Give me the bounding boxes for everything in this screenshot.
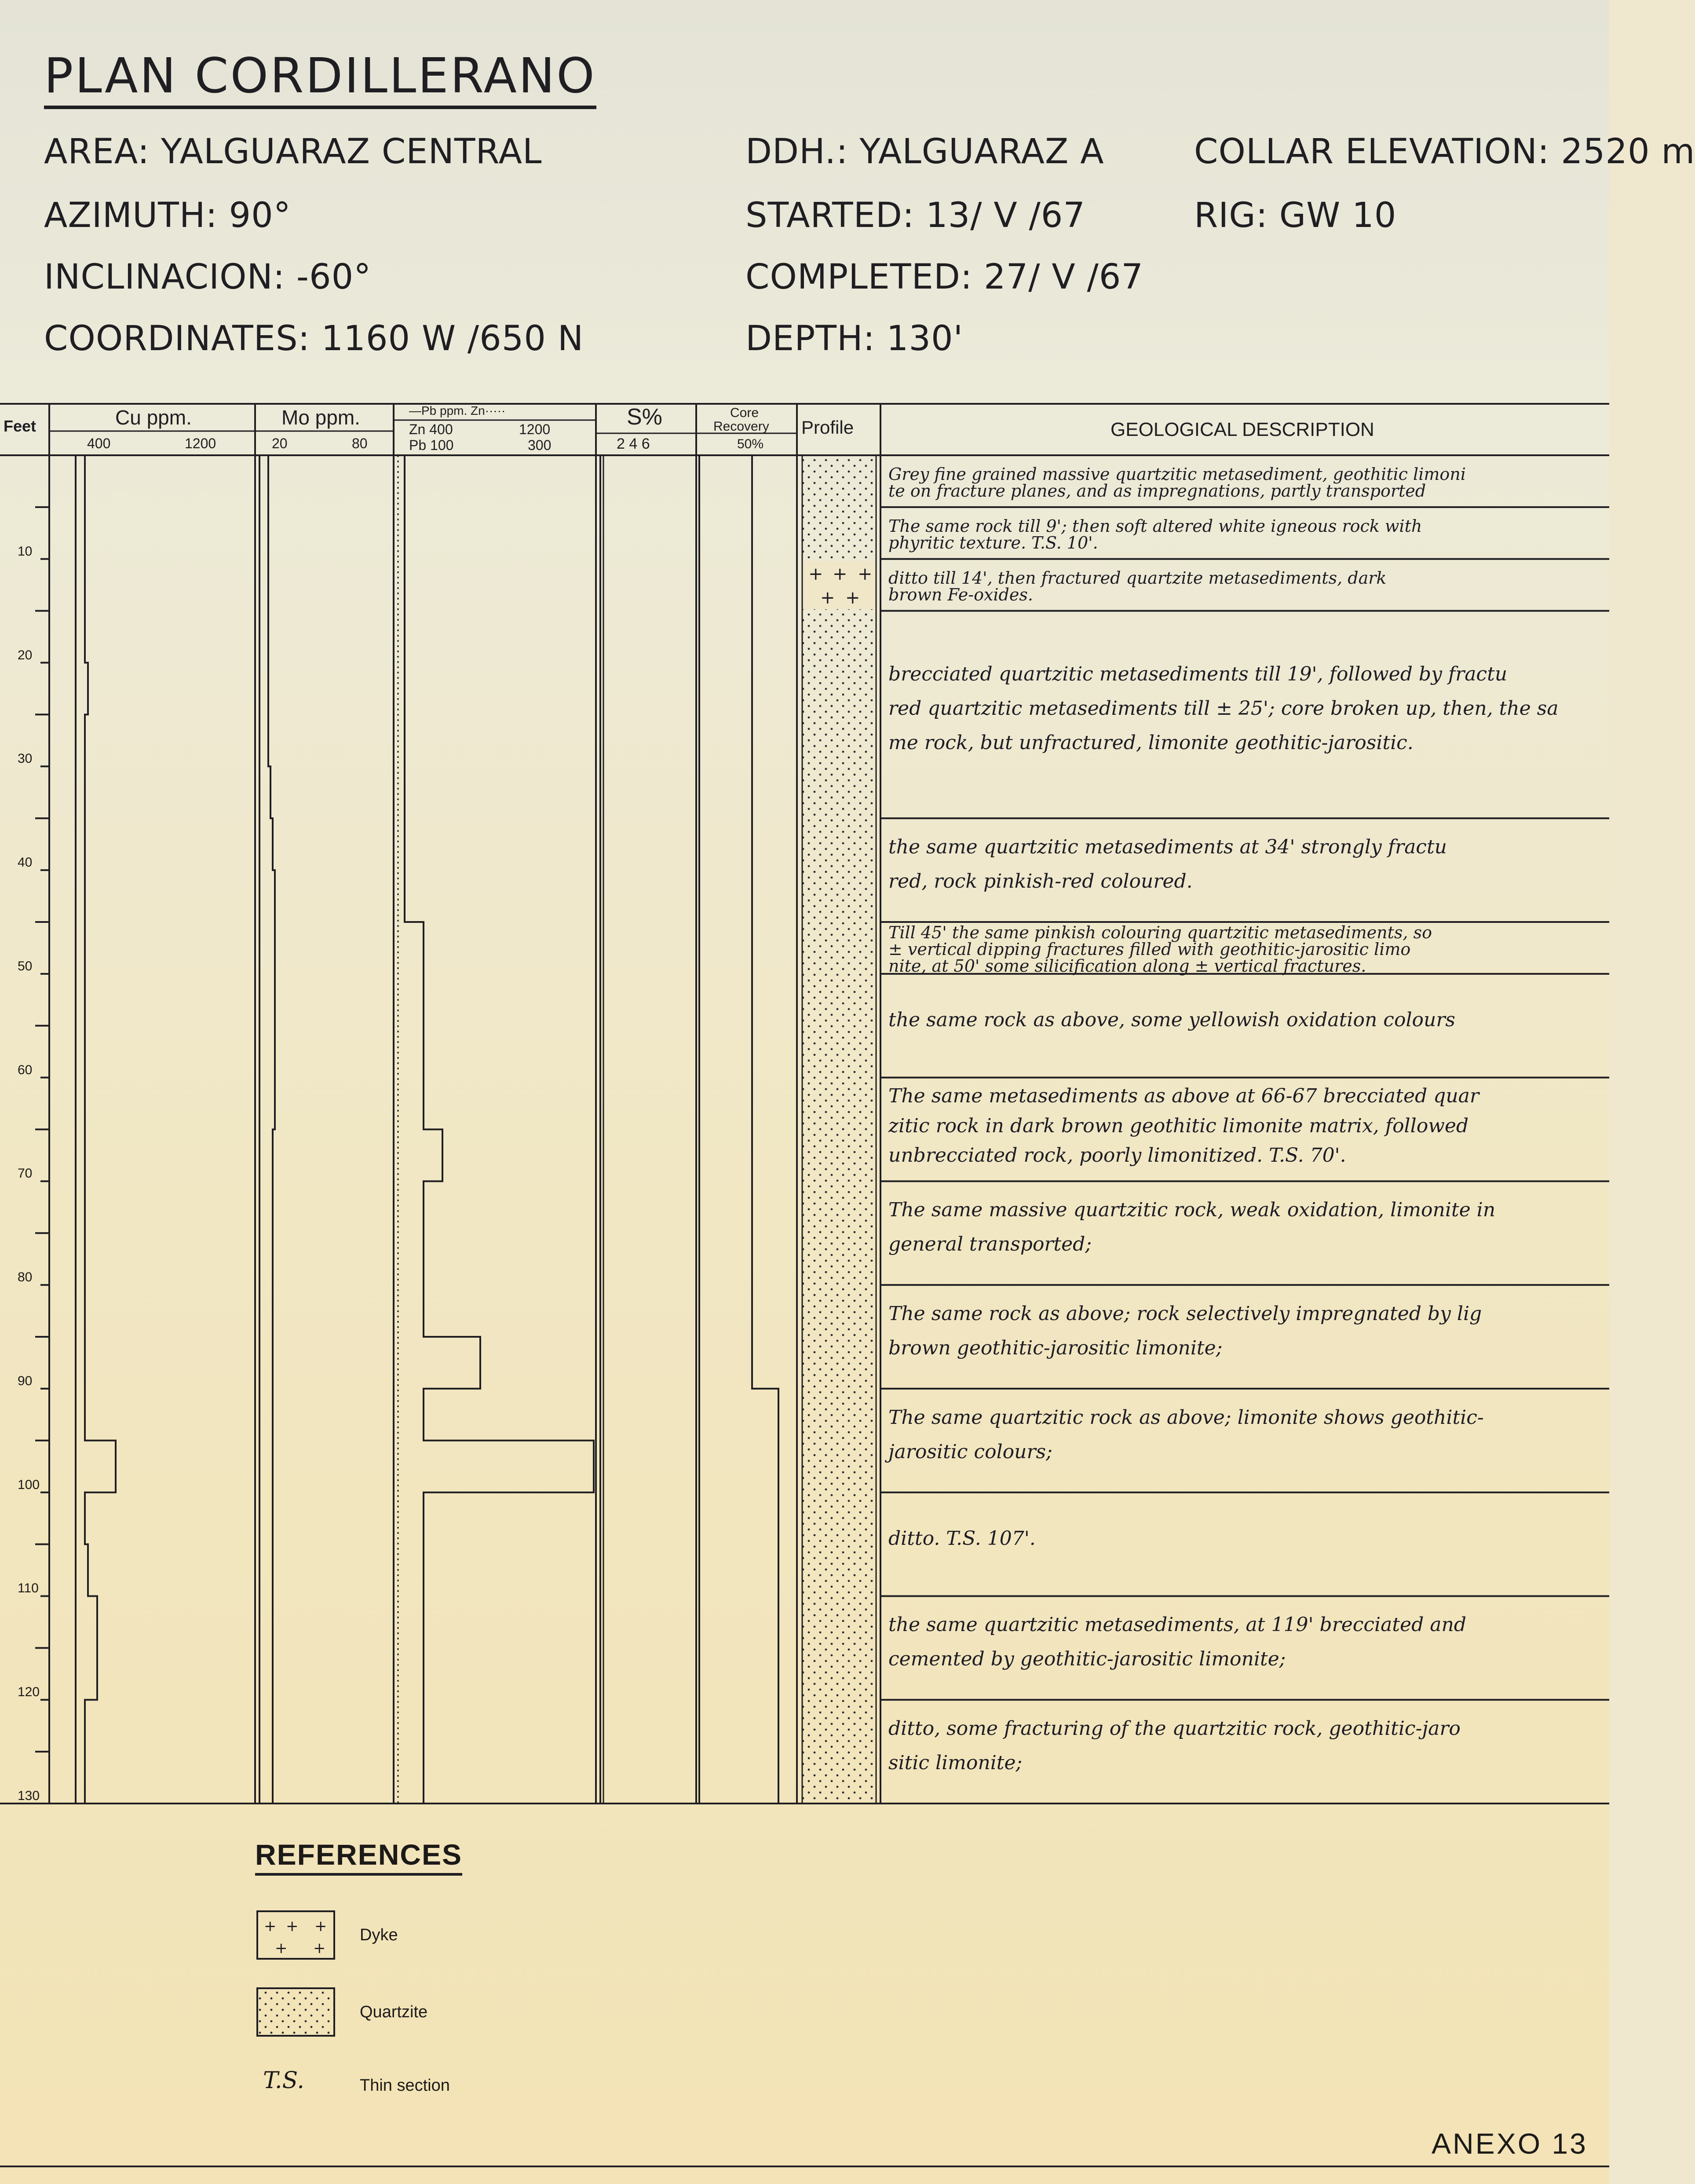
pb-zn-log-line <box>405 455 594 1804</box>
col-geological-header: GEOLOGICAL DESCRIPTION <box>1111 419 1374 440</box>
description-line: te on fracture planes, and as impregnations, partly transported <box>888 481 1426 501</box>
depth-label: 120 <box>18 1685 40 1700</box>
pb-tick-100: Pb 100 <box>409 437 454 453</box>
description-line: the same rock as above, some yellowish oxidation colours <box>888 1008 1455 1031</box>
description-line: brecciated quartzitic metasediments till 19', followed by fractu <box>888 663 1508 686</box>
depth-label: 80 <box>18 1270 33 1285</box>
azimuth-field: AZIMUTH: 90° <box>44 196 291 235</box>
profile-quartzite-pattern <box>802 457 876 1801</box>
description-line: ditto, some fracturing of the quartzitic rock, geothitic-jaro <box>888 1717 1461 1740</box>
mo-tick-20: 20 <box>272 435 288 451</box>
col-core-header-1: Core <box>730 406 759 420</box>
depth-label: 10 <box>18 544 33 559</box>
depth-ticks <box>35 507 49 1804</box>
core-recovery-line <box>752 455 778 1804</box>
description-line: The same quartzitic rock as above; limonite shows geothitic- <box>888 1406 1484 1429</box>
legend-dyke-crosses <box>264 1917 327 1957</box>
svg-text:+: + <box>264 1917 277 1935</box>
description-line: the same quartzitic metasediments at 34' strongly fractu <box>888 836 1447 859</box>
collar-elevation-field: COLLAR ELEVATION: 2520 m <box>1194 132 1695 172</box>
legend-quartzite-box <box>257 1988 334 2036</box>
description-line: me rock, but unfractured, limonite geothitic-jarositic. <box>888 732 1414 754</box>
cu-tick-400: 400 <box>87 435 111 451</box>
col-pbzn-header: —Pb ppm. Zn····· <box>409 404 506 417</box>
description-line: phyritic texture. T.S. 10'. <box>888 533 1098 552</box>
description-line: brown geothitic-jarositic limonite; <box>888 1337 1223 1360</box>
description-line: Till 45' the same pinkish colouring quartzitic metasediments, so <box>888 922 1432 942</box>
description-line: cemented by geothitic-jarositic limonite; <box>888 1648 1286 1671</box>
depth-label: 110 <box>18 1581 39 1596</box>
col-core-header-2: Recovery <box>713 419 769 434</box>
rig-field: RIG: GW 10 <box>1194 196 1397 235</box>
coordinates-field: COORDINATES: 1160 W /650 N <box>44 319 584 359</box>
col-profile-header: Profile <box>801 417 854 438</box>
inclination-field: INCLINACION: -60° <box>44 257 372 297</box>
col-cu-header: Cu ppm. <box>115 406 192 429</box>
ddh-field: DDH.: YALGUARAZ A <box>745 132 1104 172</box>
depth-label: 100 <box>18 1477 40 1492</box>
svg-text:+: + <box>314 1917 327 1935</box>
description-line: The same metasediments as above at 66-67 brecciated quar <box>888 1085 1479 1108</box>
col-feet-header: Feet <box>4 417 37 435</box>
area-field: AREA: YALGUARAZ CENTRAL <box>44 132 542 172</box>
description-line: red quartzitic metasediments till ± 25'; core broken up, then, the sa <box>888 697 1559 720</box>
col-mo-header: Mo ppm. <box>281 406 360 429</box>
description-line: unbrecciated rock, poorly limonitized. T.S. 70'. <box>888 1144 1346 1167</box>
description-line: jarositic colours; <box>888 1440 1052 1463</box>
svg-text:+: + <box>275 1939 288 1957</box>
legend-thin-section-label: Thin section <box>360 2076 450 2095</box>
legend-dyke-label: Dyke <box>360 1926 398 1944</box>
svg-text:+: + <box>845 588 860 608</box>
legend-ts-symbol: T.S. <box>263 2067 304 2094</box>
page-title: PLAN CORDILLERANO <box>44 48 596 109</box>
depth-label: 70 <box>18 1166 33 1181</box>
depth-label: 130 <box>18 1789 40 1803</box>
description-line: the same quartzitic metasediments, at 119' brecciated and <box>888 1613 1466 1636</box>
annex-label: ANEXO 13 <box>1432 2127 1588 2160</box>
svg-text:+: + <box>286 1917 299 1935</box>
description-line: Grey fine grained massive quartzitic metasediment, geothitic limoni <box>888 464 1466 484</box>
zn-tick-400: Zn 400 <box>409 421 453 437</box>
svg-text:+: + <box>858 564 873 584</box>
description-line: ditto. T.S. 107'. <box>888 1527 1036 1550</box>
description-line: sitic limonite; <box>888 1752 1023 1774</box>
mo-log-line <box>268 455 275 1804</box>
description-line: general transported; <box>888 1233 1092 1256</box>
description-line: brown Fe-oxides. <box>888 585 1033 604</box>
description-line: ± vertical dipping fractures filled with geothitic-jarositic limo <box>888 939 1411 959</box>
svg-text:+: + <box>820 588 835 608</box>
description-line: zitic rock in dark brown geothitic limonite matrix, followed <box>888 1114 1469 1137</box>
svg-text:+: + <box>833 564 848 584</box>
depth-label: 50 <box>18 958 33 973</box>
depth-field: DEPTH: 130' <box>745 319 964 359</box>
col-s-header: S% <box>627 404 662 430</box>
depth-label: 90 <box>18 1373 33 1388</box>
references-title: REFERENCES <box>255 1838 462 1876</box>
started-field: STARTED: 13/ V /67 <box>745 196 1086 235</box>
depth-label: 30 <box>18 751 33 766</box>
s-ticks: 2 4 6 <box>617 435 650 452</box>
svg-text:+: + <box>313 1939 326 1957</box>
depth-label: 20 <box>18 648 33 662</box>
completed-field: COMPLETED: 27/ V /67 <box>745 257 1144 297</box>
depth-label: 60 <box>18 1062 33 1077</box>
legend-quartzite-label: Quartzite <box>360 2003 428 2021</box>
description-line: The same massive quartzitic rock, weak oxidation, limonite in <box>888 1199 1496 1222</box>
svg-text:+: + <box>808 564 823 584</box>
pb-tick-300: 300 <box>528 437 552 453</box>
description-line: ditto till 14', then fractured quartzite metasediments, dark <box>888 568 1387 588</box>
description-line: nite, at 50' some silicification along ± vertical fractures. <box>888 956 1366 976</box>
mo-tick-80: 80 <box>352 435 368 451</box>
cu-tick-1200: 1200 <box>185 435 216 451</box>
description-line: The same rock as above; rock selectively impregnated by lig <box>888 1302 1482 1325</box>
description-line: red, rock pinkish-red coloured. <box>888 870 1193 893</box>
col-core-header-3: 50% <box>737 437 764 451</box>
cu-log-line <box>85 455 116 1804</box>
zn-tick-1200: 1200 <box>519 421 551 437</box>
description-line: The same rock till 9'; then soft altered white igneous rock with <box>888 516 1422 536</box>
depth-label: 40 <box>18 855 33 870</box>
